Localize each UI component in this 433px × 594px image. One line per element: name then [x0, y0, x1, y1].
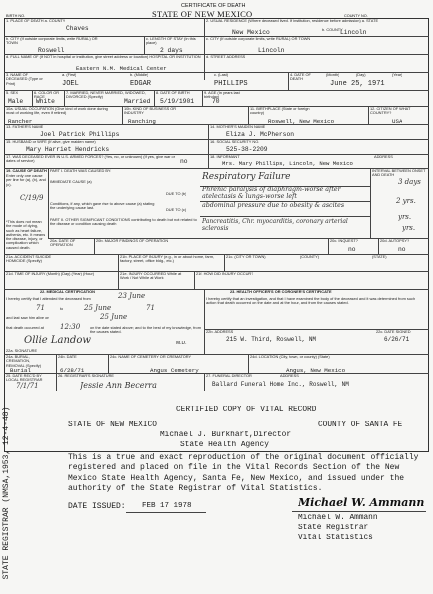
attended-year-one: 71: [36, 304, 45, 312]
injury-county-label: (COUNTY): [300, 255, 320, 259]
physician-address-label: 22b. ADDRESS: [206, 330, 234, 334]
health-officer-label: 23. HEALTH OFFICER'S OR CORONER'S CERTIFICATE: [230, 290, 332, 294]
occupation-value: Rancher: [8, 118, 33, 125]
conditions-note: Conditions, if any, which gave rise to above cause (a) stating the underlying cause last.: [50, 202, 155, 211]
autopsy-value: no: [398, 246, 406, 253]
hospital-value: Eastern N.M. Medical Center: [76, 65, 167, 72]
city-town-value: Roswell: [38, 47, 65, 54]
informant-value: Mrs. Mary Phillips, Lincoln, New Mexico: [222, 160, 353, 167]
registrar-signature-label: 26. REGISTRAR'S SIGNATURE: [58, 374, 115, 378]
due-to-b-label: DUE TO (b): [166, 192, 187, 196]
cause-side-note: *This does not mean the mode of dying, such as heart failure, asthenia, etc. It means the disease, injury, or complication which caused death.: [6, 220, 46, 250]
burial-date-value: 6/28/71: [60, 367, 85, 374]
residence-county-value: Lincoln: [340, 29, 367, 36]
name-of-deceased-label: 3. NAME OF DECEASED (Type or Print): [6, 73, 43, 86]
funeral-director-label: 27. FUNERAL DIRECTOR: [206, 374, 252, 378]
side-disclaimer: STATE REGISTRAR (NMSA,1953, 12-4-48): [1, 406, 11, 580]
date-received-value: 7/1/71: [16, 382, 39, 390]
age-label: 9. AGE (In years last birthday): [204, 91, 240, 100]
date-signed-value: 6/26/71: [384, 336, 410, 343]
physician-address-value: 215 W. Third, Roswell, NM: [226, 336, 317, 343]
city-town-label: b. CITY (If outside corporate limits, write RURAL) OR TOWN: [6, 37, 98, 46]
state-registrar-title: State Registrar: [298, 524, 369, 532]
attended-to-value: 25 June: [84, 304, 112, 312]
death-time-value: 12:30: [60, 323, 81, 331]
usual-residence-label: 2. USUAL RESIDENCE (Where deceased lived. If institution, residence before admission) a. STATE: [206, 19, 379, 23]
injury-city-label: 21c. (CITY OR TOWN): [226, 255, 266, 259]
armed-forces-value: no: [180, 158, 188, 165]
race-value: White: [36, 98, 55, 105]
armed-forces-label: 17. WAS DECEASED EVER IN U.S. ARMED FORCES? (Yes, no, or unknown) (If yes, give war or dates of service): [6, 155, 176, 164]
health-officer-text: I hereby certify that an investigation, and that I have examined the body of the deceased and it was determined from such action that death occurred on the date and at the hour, and from the causes stated.: [206, 297, 416, 306]
cause-b-interval-value: 2 yrs.: [396, 197, 416, 205]
cemetery-label: 24c. NAME OF CEMETERY OR CREMATORY: [110, 355, 192, 359]
date-of-birth-label: 8. DATE OF BIRTH: [156, 91, 190, 95]
death-stated-text: on the date stated above; and to the best of my knowledge, from the causes stated.: [90, 326, 201, 335]
injury-occurred-label: 21e. INJURY OCCURRED While at Work / Not While at Work: [120, 272, 182, 281]
signature-label: 22a. SIGNATURE: [6, 349, 38, 353]
date-issued-label: DATE ISSUED:: [68, 502, 126, 511]
part-two-value: Pancreatitis, Chr. myocarditis, coronary arterial sclerosis: [202, 218, 348, 232]
middle-name-value: EDGAR: [130, 80, 152, 88]
ssn-label: 16. SOCIAL SECURITY NO.: [210, 140, 260, 144]
length-of-stay-label: c. LENGTH OF STAY (In this place): [146, 37, 196, 46]
street-address-label: d. STREET ADDRESS: [206, 55, 246, 59]
due-to-c-label: DUE TO (c): [166, 208, 187, 212]
state-registrar-name: Michael W. Ammann: [298, 514, 378, 522]
cause-c-value: abdominal pressure due to obesity & ascites: [202, 202, 345, 209]
part-two-interval-value: yrs.: [402, 224, 416, 232]
dod-month-label: (Month): [326, 73, 340, 77]
first-name-label: a. (First): [62, 73, 77, 77]
attended-year-two: 71: [146, 304, 155, 312]
attended-text: I hereby certify that I attended the deceased from: [6, 297, 91, 301]
vital-statistics-dept: Vital Statistics: [298, 534, 373, 542]
business-label: 10b. KIND OF BUSINESS OR INDUSTRY: [124, 107, 177, 116]
director-name: Michael J. Burkhart,Director: [160, 431, 292, 439]
md-label: M.D.: [176, 341, 187, 346]
dod-year-label: (Year): [392, 73, 403, 77]
ssn-value: 525-38-2209: [226, 146, 268, 153]
attended-from-value: 23 June: [118, 292, 146, 300]
dod-day-label: (Day): [356, 73, 366, 77]
interval-label: INTERVAL BETWEEN ONSET AND DEATH: [372, 169, 426, 178]
residence-city-label: c. CITY (If outside corporate limits, write RURAL) OR TOWN: [206, 37, 311, 41]
father-name-label: 13. FATHER'S NAME: [6, 125, 44, 129]
physician-signature: Ollie Landow: [24, 335, 91, 346]
local-file-number: C/19/9: [20, 194, 44, 202]
location-label: 24d. LOCATION (City, town, or county) (State): [250, 355, 330, 359]
certified-county: COUNTY OF SANTA FE: [318, 421, 403, 429]
location-value: Angus, New Mexico: [286, 367, 346, 374]
last-saw-value: 25 June: [100, 313, 128, 321]
place-of-injury-label: 21b. PLACE OF INJURY (e.g., in or about home, farm, factory, street, office bldg., etc.): [120, 255, 215, 264]
date-of-birth-value: 5/19/1901: [160, 98, 195, 105]
race-label: 6. COLOR OR RACE: [34, 91, 60, 100]
state-title: STATE OF NEW MEXICO: [152, 9, 253, 19]
middle-name-label: b. (Middle): [130, 73, 149, 77]
residence-state-value: New Mexico: [232, 29, 270, 36]
immediate-cause-value: Respiratory Failure: [202, 172, 291, 182]
spouse-value: Mary Harriet Hendricks: [26, 146, 110, 153]
age-value: 70: [212, 98, 220, 105]
place-of-death-county-value: Chaves: [66, 25, 89, 32]
autopsy-label: 20d. AUTOPSY?: [380, 239, 410, 243]
injury-state-label: (STATE): [372, 255, 387, 259]
sex-label: 5. SEX: [6, 91, 19, 95]
business-value: Ranching: [128, 118, 156, 125]
medical-certification-label: 22. MEDICAL CERTIFICATION: [40, 290, 95, 294]
mother-name-value: Eliza J. McPherson: [226, 131, 295, 138]
cause-c-interval-value: yrs.: [398, 213, 412, 221]
informant-label: 18. INFORMANT: [210, 155, 240, 159]
place-of-death-county-label: 1. PLACE OF DEATH a. COUNTY: [6, 19, 66, 23]
citizen-value: USA: [392, 118, 403, 125]
cemetery-value: Angus Cemetery: [150, 367, 199, 374]
immediate-interval-value: 3 days: [398, 178, 421, 186]
immediate-cause-label: IMMEDIATE CAUSE (a): [50, 180, 92, 184]
citizen-label: 12. CITIZEN OF WHAT COUNTRY?: [370, 107, 411, 116]
cause-b-value: Phrenic paralysis of diaphragm-worse after atelectasis & lungs-worse left: [202, 186, 341, 200]
residence-city-value: Lincoln: [258, 47, 285, 54]
mother-name-label: 14. MOTHER'S MAIDEN NAME: [210, 125, 266, 129]
date-of-death-label: 4. DATE OF DEATH: [290, 73, 311, 82]
cause-note: Enter only one cause per line for (a), (b), and (c).: [6, 174, 46, 187]
how-injury-label: 21f. HOW DID INJURY OCCUR?: [196, 272, 254, 276]
death-occurred-text: that death occurred at: [6, 326, 44, 330]
informant-address-label: ADDRESS: [374, 155, 393, 159]
marital-status-label: 7. MARRIED, NEVER MARRIED, WIDOWED, DIVORCED (Specify): [66, 91, 146, 100]
marital-status-value: Married: [124, 98, 151, 105]
part-one-label: PART I. DEATH WAS CAUSED BY:: [50, 169, 112, 173]
last-name-label: c. (Last): [214, 73, 229, 77]
certificate-title: CERTIFICATE OF DEATH: [181, 3, 246, 9]
certified-copy-title: CERTIFIED COPY OF VITAL RECORD: [176, 406, 317, 414]
father-name-value: Joel Patrick Phillips: [40, 131, 120, 138]
part-two-label: PART II. OTHER SIGNIFICANT CONDITIONS contributing to death but not related to the disease or condition causing death: [50, 218, 197, 227]
inquest-value: no: [348, 246, 356, 253]
accident-label: 21a. ACCIDENT SUICIDE HOMICIDE (Specify): [6, 255, 52, 264]
burial-value: Burial: [10, 367, 31, 374]
inquest-label: 20c. INQUEST?: [330, 239, 358, 243]
hospital-label: d. FULL NAME OF (If NOT in hospital or institution, give street address or location) HOSPITAL OR INSTITUTION: [6, 55, 201, 59]
time-of-injury-label: 21d. TIME OF INJURY (Month) (Day) (Year) (Hour): [6, 272, 95, 276]
operation-findings-label: 20b. MAJOR FINDINGS OF OPERATION: [96, 239, 169, 243]
birthplace-label: 11. BIRTHPLACE (State or foreign country): [250, 107, 310, 116]
certification-body: This is a true and exact reproduction of the original document officially registered and placed on file in the Vital Records Section of the New Mexico State Health Agency, Santa Fe, New Mexico, and issued under the authority of the State Registrar of Vital Statistics.: [68, 453, 419, 493]
residence-county-label: b. COUNTY: [322, 28, 343, 32]
registrar-signature-value: Jessie Ann Becerra: [80, 381, 157, 390]
birthplace-value: Roswell, New Mexico: [268, 118, 335, 125]
cause-of-death-label: 19. CAUSE OF DEATH: [6, 169, 47, 173]
date-of-operation-label: 20a. DATE OF OPERATION: [50, 239, 76, 248]
registrar-signature-image: Michael W. Ammann: [298, 496, 425, 509]
first-name-value: JOEL: [62, 80, 79, 88]
funeral-director-value: Ballard Funeral Home Inc., Roswell, NM: [212, 381, 349, 388]
date-of-death-value: June 25, 1971: [330, 80, 385, 88]
birth-no-label: BIRTH NO.: [6, 14, 26, 18]
burial-label: 24a. BURIAL, CREMATION, REMOVAL (Specify): [6, 355, 42, 368]
last-saw-text: and last saw him alive on: [6, 316, 50, 320]
occupation-label: 10a. USUAL OCCUPATION (Give kind of work done during most of working life, even if retired): [6, 107, 108, 116]
burial-date-label: 24b. DATE: [58, 355, 77, 359]
agency-name: State Health Agency: [180, 441, 269, 449]
date-received-label: 25. DATE REC'D BY LOCAL REGISTRAR: [6, 374, 43, 383]
date-issued-value: FEB 17 1978: [142, 502, 192, 510]
certified-state: STATE OF NEW MEXICO: [68, 421, 157, 429]
date-signed-label: 22c. DATE SIGNED: [376, 330, 411, 334]
spouse-label: 15. HUSBAND or WIFE (If alive, give maiden name): [6, 140, 96, 144]
county-no-label: COUNTY NO.: [344, 14, 368, 18]
sex-value: Male: [8, 98, 24, 105]
length-of-stay-value: 2 days: [160, 47, 183, 54]
attended-to-label: to: [60, 307, 64, 311]
last-name-value: PHILLIPS: [214, 80, 248, 88]
funeral-address-label: ADDRESS: [280, 374, 299, 378]
